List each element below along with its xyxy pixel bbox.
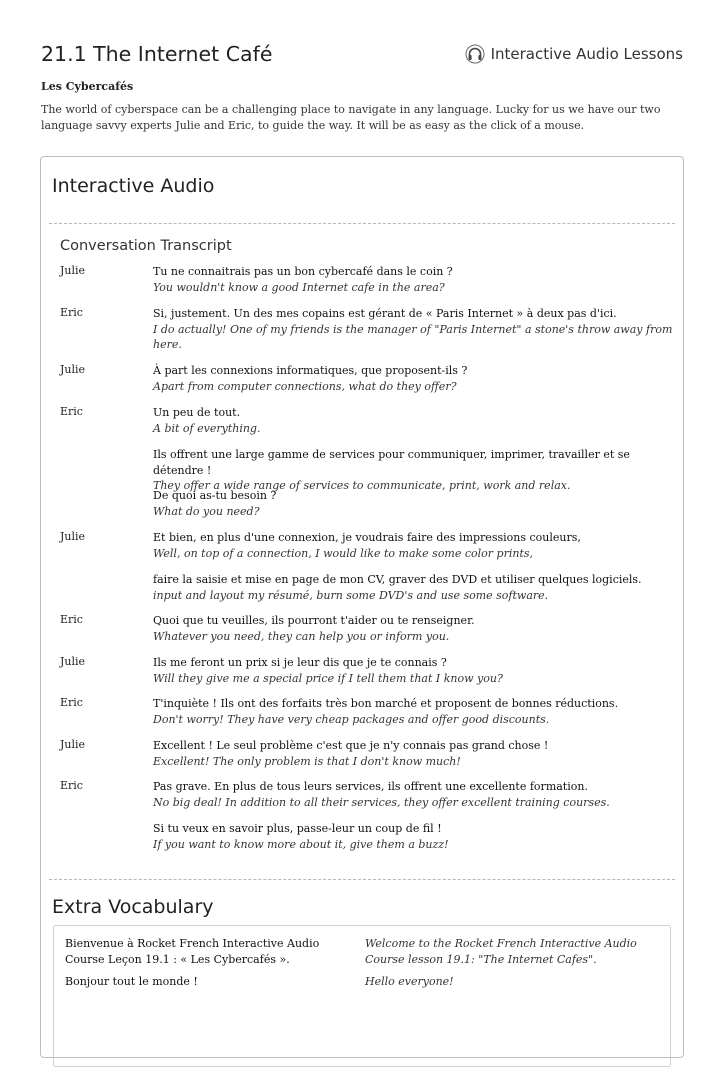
french-line: À part les connexions informatiques, que proposent-ils ? <box>153 364 468 377</box>
transcript-line <box>153 655 673 686</box>
vocab-english: Welcome to the Rocket French Interactive Audio Course lesson 19.1: "The Internet Cafes". <box>365 937 637 966</box>
french-line: Et bien, en plus d'une connexion, je voudrais faire des impressions couleurs, <box>153 531 581 544</box>
english-line: Will they give me a special price if I tell them that I know you? <box>153 671 503 685</box>
french-line: Tu ne connaitrais pas un bon cybercafé dans le coin ? <box>153 265 453 278</box>
english-line: If you want to know more about it, give them a buzz! <box>153 837 449 851</box>
french-line: Si tu veux en savoir plus, passe-leur un coup de fil ! <box>153 822 442 835</box>
speaker-name: Eric <box>60 779 83 792</box>
transcript-line <box>153 306 673 353</box>
divider <box>49 879 675 880</box>
vocab-english: Hello everyone! <box>365 975 454 988</box>
french-line: faire la saisie et mise en page de mon CV, graver des DVD et utiliser quelques logiciels. <box>153 573 642 586</box>
english-line: You wouldn't know a good Internet cafe in the area? <box>153 280 445 294</box>
vocab-french: Bonjour tout le monde ! <box>65 975 198 988</box>
lesson-intro: The world of cyberspace can be a challenging place to navigate in any language. Lucky for us we have our two language savvy experts Julie and Eric, to guide the way. It will be as easy as the click of a mouse. <box>41 103 661 132</box>
french-line: Un peu de tout. <box>153 406 241 419</box>
english-line: A bit of everything. <box>153 421 261 435</box>
transcript-line <box>153 447 673 494</box>
vocab-french: Bienvenue à Rocket French Interactive Audio Course Leçon 19.1 : « Les Cybercafés ». <box>65 937 320 966</box>
interactive-audio-panel <box>40 156 684 1058</box>
transcript-line <box>153 530 673 561</box>
transcript-line <box>153 613 673 644</box>
english-line: input and layout my résumé, burn some DVD's and use some software. <box>153 588 549 602</box>
divider <box>49 223 675 224</box>
speaker-name: Eric <box>60 306 83 319</box>
interactive-audio-title: Interactive Audio <box>52 175 215 197</box>
speaker-name: Julie <box>60 655 86 668</box>
english-line: Excellent! The only problem is that I don't know much! <box>153 754 461 768</box>
speaker-name: Julie <box>60 264 86 277</box>
english-line: What do you need? <box>153 504 260 518</box>
speaker-name: Eric <box>60 696 83 709</box>
page-header <box>41 40 683 72</box>
transcript-line <box>153 738 673 769</box>
headphones-icon <box>465 44 485 64</box>
french-line: T'inquiète ! Ils ont des forfaits très bon marché et proposent de bonnes réductions. <box>153 697 619 710</box>
extra-vocabulary-title: Extra Vocabulary <box>52 896 214 918</box>
transcript-line <box>153 696 673 727</box>
transcript-line <box>153 264 673 295</box>
speaker-name: Eric <box>60 613 83 626</box>
english-line: Whatever you need, they can help you or inform you. <box>153 629 450 643</box>
french-line: Si, justement. Un des mes copains est gérant de « Paris Internet » à deux pas d'ici. <box>153 307 617 320</box>
speaker-name: Julie <box>60 363 86 376</box>
brand <box>465 44 683 64</box>
transcript-line <box>153 572 673 603</box>
lesson-subtitle: Les Cybercafés <box>41 80 134 93</box>
transcript-line <box>153 821 673 852</box>
english-line: They offer a wide range of services to communicate, print, work and relax. <box>153 479 571 492</box>
transcript-line <box>153 779 673 810</box>
english-line: Don't worry! They have very cheap packages and offer good discounts. <box>153 712 550 726</box>
english-line: I do actually! One of my friends is the manager of "Paris Internet" a stone's throw away from here. <box>153 322 673 351</box>
vocabulary-box <box>53 925 671 1067</box>
transcript-line <box>153 488 673 519</box>
speaker-name: Julie <box>60 530 86 543</box>
speaker-name: Eric <box>60 405 83 418</box>
transcript-title: Conversation Transcript <box>60 238 232 254</box>
french-line: Quoi que tu veuilles, ils pourront t'aider ou te renseigner. <box>153 614 475 627</box>
english-line: Apart from computer connections, what do they offer? <box>153 379 457 393</box>
french-line: Excellent ! Le seul problème c'est que je n'y connais pas grand chose ! <box>153 739 549 752</box>
english-line: No big deal! In addition to all their services, they offer excellent training courses. <box>153 795 610 809</box>
english-line: Well, on top of a connection, I would like to make some color prints, <box>153 546 534 560</box>
transcript-line <box>153 405 673 436</box>
french-line: Ils offrent une large gamme de services pour communiquer, imprimer, travailler et se détendre ! <box>153 448 630 477</box>
transcript-line <box>153 363 673 394</box>
french-line: De quoi as-tu besoin ? <box>153 489 277 502</box>
french-line: Ils me feront un prix si je leur dis que je te connais ? <box>153 656 447 669</box>
speaker-name: Julie <box>60 738 86 751</box>
page-title: 21.1 The Internet Café <box>41 42 273 66</box>
french-line: Pas grave. En plus de tous leurs services, ils offrent une excellente formation. <box>153 780 588 793</box>
brand-name: Interactive Audio Lessons <box>490 45 683 63</box>
